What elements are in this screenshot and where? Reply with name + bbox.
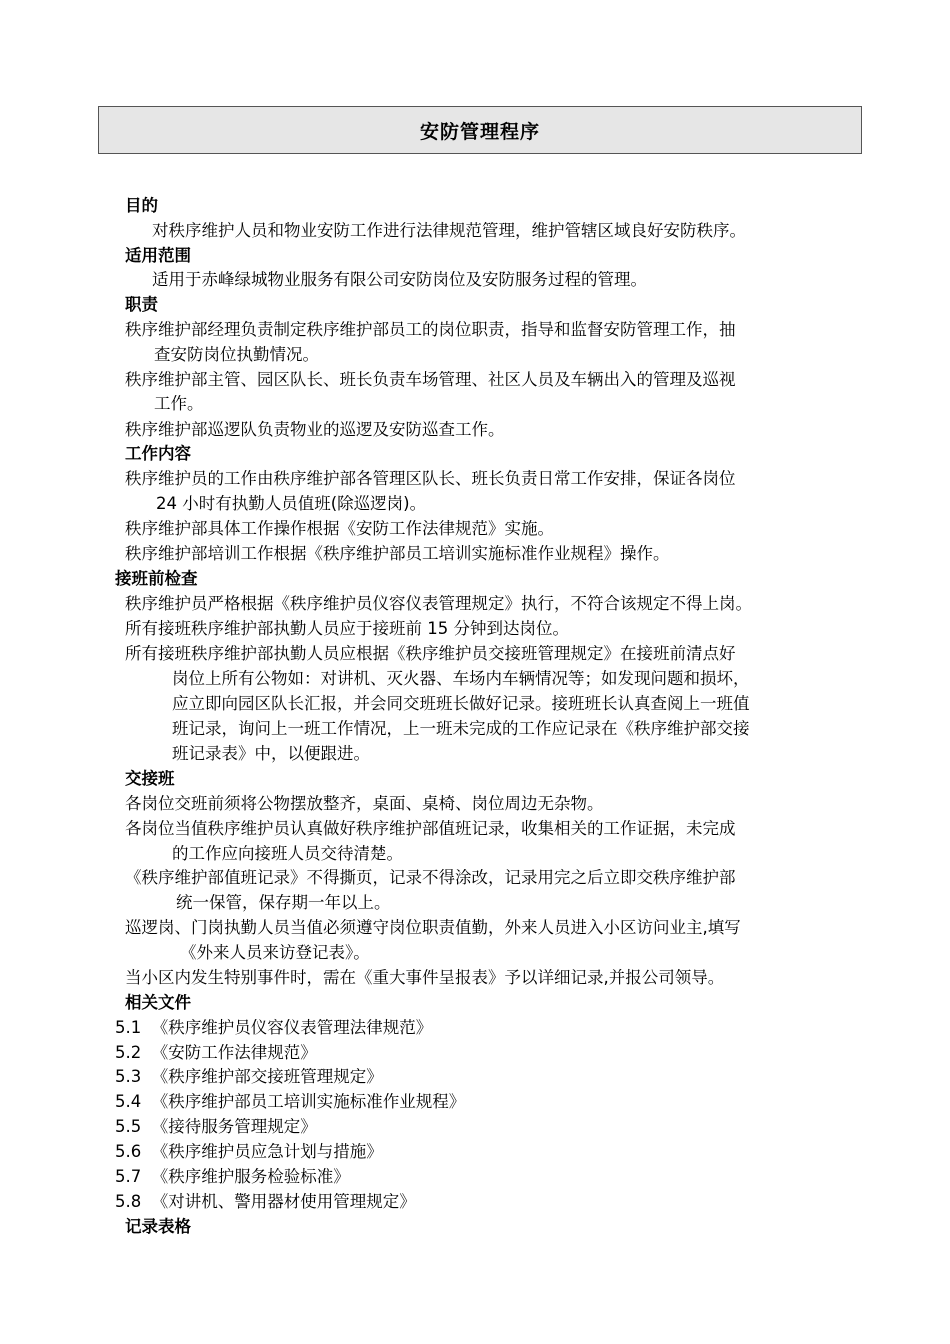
precheck-line: 所有接班秩序维护部执勤人员应根据《秩序维护员交接班管理规定》在接班前清点好 [125,644,736,663]
precheck-line: 岗位上所有公物如：对讲机、灭火器、车场内车辆情况等；如发现问题和损坏， [172,669,750,688]
doc-item [115,1090,465,1114]
doc-title: 《秩序维护部员工培训实施标准作业规程》 [151,1092,466,1111]
handover-line: 巡逻岗、门岗执勤人员当值必须遵守岗位职责值勤，外来人员进入小区访问业主,填写 [125,918,741,937]
doc-item [115,1190,416,1214]
work-heading: 工作内容 [125,444,191,463]
handover-line: 当小区内发生特别事件时，需在《重大事件呈报表》予以详细记录,并报公司领导。 [125,968,725,987]
doc-title: 《秩序维护员仪容仪表管理法律规范》 [151,1018,433,1037]
doc-number: 5.6 [115,1142,142,1161]
purpose-text: 对秩序维护人员和物业安防工作进行法律规范管理，维护管辖区域良好安防秩序。 [152,221,746,240]
duty-line: 工作。 [154,394,204,413]
work-line: 24 小时有执勤人员值班(除巡逻岗)。 [156,494,427,513]
doc-number: 5.7 [115,1167,142,1186]
doc-item [115,1140,383,1164]
work-line: 秩序维护员的工作由秩序维护部各管理区队长、班长负责日常工作安排，保证各岗位 [125,469,736,488]
work-line: 秩序维护部具体工作操作根据《安防工作法律规范》实施。 [125,519,554,538]
duty-line: 秩序维护部巡逻队负责物业的巡逻及安防巡查工作。 [125,420,505,439]
duty-line: 秩序维护部经理负责制定秩序维护部员工的岗位职责，指导和监督安防管理工作，抽 [125,320,736,339]
handover-line: 《外来人员来访登记表》。 [180,943,370,962]
precheck-line: 班记录，询问上一班工作情况，上一班未完成的工作应记录在《秩序维护部交接 [172,719,750,738]
handover-line: 各岗位当值秩序维护员认真做好秩序维护部值班记录，收集相关的工作证据，未完成 [125,819,736,838]
handover-heading: 交接班 [125,769,175,788]
doc-number: 5.8 [115,1192,142,1211]
doc-title: 《秩序维护部交接班管理规定》 [151,1067,383,1086]
precheck-line: 所有接班秩序维护部执勤人员应于接班前 15 分钟到达岗位。 [125,619,569,638]
precheck-heading: 接班前检查 [115,569,198,588]
doc-item [115,1165,350,1189]
precheck-line: 秩序维护员严格根据《秩序维护员仪容仪表管理规定》执行，不符合该规定不得上岗。 [125,594,752,613]
scope-text: 适用于赤峰绿城物业服务有限公司安防岗位及安防服务过程的管理。 [152,270,647,289]
precheck-line: 班记录表》中，以便跟进。 [172,744,370,763]
forms-heading: 记录表格 [125,1217,191,1236]
doc-title: 《接待服务管理规定》 [151,1117,317,1136]
work-line: 秩序维护部培训工作根据《秩序维护部员工培训实施标准作业规程》操作。 [125,544,670,563]
doc-title: 《秩序维护服务检验标准》 [151,1167,350,1186]
doc-title: 《秩序维护员应急计划与措施》 [151,1142,383,1161]
handover-line: 的工作应向接班人员交待清楚。 [172,844,403,863]
title-box [98,106,862,154]
doc-number: 5.1 [115,1018,142,1037]
duty-heading: 职责 [125,295,158,314]
doc-item [115,1041,317,1065]
doc-item [115,1065,383,1089]
scope-heading: 适用范围 [125,246,191,265]
purpose-heading: 目的 [125,196,158,215]
doc-item [115,1016,432,1040]
handover-line: 统一保管，保存期一年以上。 [176,893,391,912]
doc-title: 《安防工作法律规范》 [151,1043,317,1062]
precheck-line: 应立即向园区队长汇报，并会同交班班长做好记录。接班班长认真查阅上一班值 [172,694,750,713]
doc-number: 5.4 [115,1092,142,1111]
handover-line: 《秩序维护部值班记录》不得撕页，记录不得涂改，记录用完之后立即交秩序维护部 [125,868,736,887]
doc-number: 5.5 [115,1117,142,1136]
doc-title: 《对讲机、警用器材使用管理规定》 [151,1192,416,1211]
doc-number: 5.3 [115,1067,142,1086]
docs-heading: 相关文件 [125,993,191,1012]
doc-number: 5.2 [115,1043,142,1062]
page-title: 安防管理程序 [419,120,540,143]
duty-line: 查安防岗位执勤情况。 [154,345,319,364]
duty-line: 秩序维护部主管、园区队长、班长负责车场管理、社区人员及车辆出入的管理及巡视 [125,370,736,389]
handover-line: 各岗位交班前须将公物摆放整齐，桌面、桌椅、岗位周边无杂物。 [125,794,604,813]
doc-item [115,1115,317,1139]
